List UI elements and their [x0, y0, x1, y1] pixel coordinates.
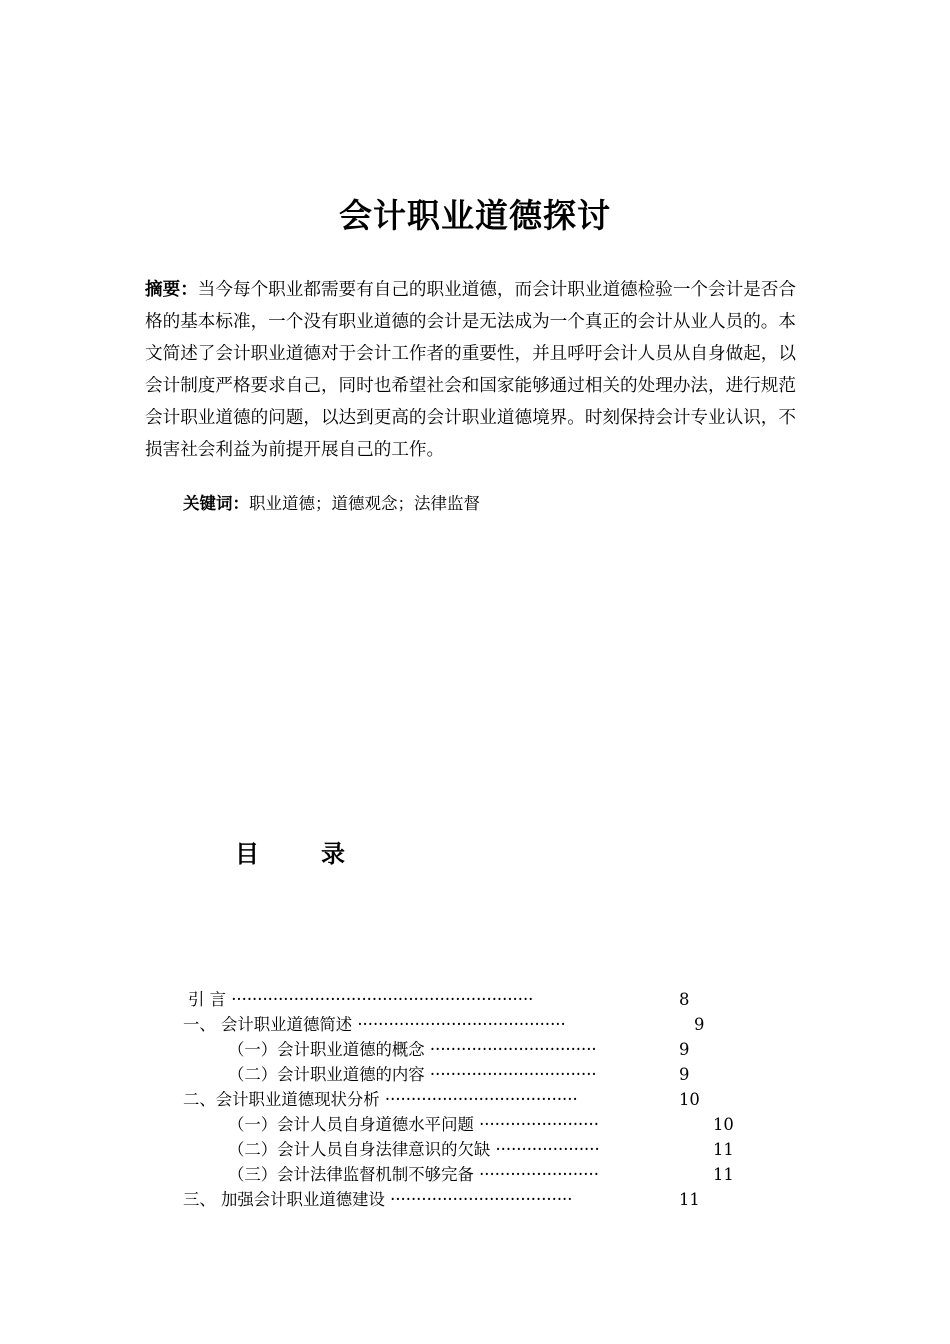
toc-entry-page: 11	[713, 1140, 734, 1159]
toc-entry-page: 8	[679, 990, 690, 1009]
abstract-text: 当今每个职业都需要有自己的职业道德，而会计职业道德检验一个会计是否合格的基本标准，一个没有职业道德的会计是无法成为一个真正的会计从业人员的。本文简述了会计职业道德对于会计工作者的重要性，并且呼吁会计人员从自身做起，以会计制度严格要求自己，同时也希望社会和国家能够通过相关的处理办法，进行规范会计职业道德的问题，以达到更高的会计职业道德境界。时刻保持会计专业认识，不损害社会利益为前提开展自己的工作。	[145, 280, 796, 460]
keywords-text: 职业道德；道德观念；法律监督	[249, 494, 480, 513]
toc-entry[interactable]	[0, 1037, 950, 1062]
toc-entry[interactable]	[0, 1087, 950, 1112]
document-title: 会计职业道德探讨	[339, 196, 611, 235]
toc-entry-text: （一）会计人员自身道德水平问题 ·······················	[228, 1115, 599, 1134]
toc-entry[interactable]	[0, 1137, 950, 1162]
toc-title-char-1: 目	[235, 840, 259, 868]
toc-title-char-2: 录	[321, 840, 345, 868]
table-of-contents	[0, 987, 950, 1217]
toc-title	[235, 834, 345, 869]
toc-entry-text: （二）会计人员自身法律意识的欠缺 ····················	[228, 1140, 600, 1159]
toc-entry-text: （一）会计职业道德的概念 ································	[228, 1040, 597, 1059]
toc-entry-page: 10	[713, 1115, 734, 1134]
toc-entry[interactable]	[0, 1062, 950, 1087]
toc-entry-page: 9	[679, 1065, 690, 1084]
toc-entry[interactable]	[0, 987, 950, 1012]
toc-entry-text: 三、 加强会计职业道德建设 ···································	[183, 1190, 573, 1209]
toc-entry[interactable]	[0, 1187, 950, 1212]
toc-entry-text: 二、会计职业道德现状分析 ·····································	[183, 1090, 578, 1109]
toc-entry-page: 10	[679, 1090, 700, 1109]
abstract-paragraph	[145, 274, 807, 466]
toc-entry-text: 引 言 ··························································	[188, 990, 534, 1009]
toc-entry-page: 11	[679, 1190, 700, 1209]
toc-entry[interactable]	[0, 1112, 950, 1137]
toc-entry[interactable]	[0, 1012, 950, 1037]
keywords-label: 关键词：	[183, 494, 249, 513]
toc-entry-text: （二）会计职业道德的内容 ································	[228, 1065, 597, 1084]
toc-entry-page: 11	[713, 1165, 734, 1184]
toc-entry-text: （三）会计法律监督机制不够完备 ·······················	[228, 1165, 599, 1184]
keywords-line	[183, 489, 480, 519]
toc-entry-text: 一、 会计职业道德简述 ········································	[183, 1015, 566, 1034]
toc-entry[interactable]	[0, 1162, 950, 1187]
toc-entry-page: 9	[679, 1040, 690, 1059]
abstract-label: 摘要：	[145, 280, 198, 300]
toc-entry-page: 9	[694, 1015, 705, 1034]
